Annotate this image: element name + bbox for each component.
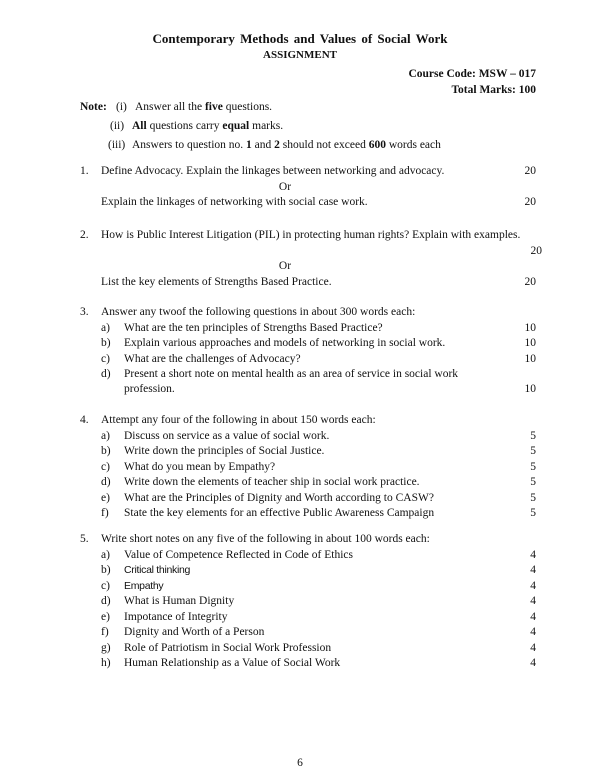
instructions-note: [80, 98, 540, 155]
question-number: 3.: [80, 306, 89, 318]
document-title: Contemporary Methods and Values of Social Work: [152, 31, 448, 46]
question-4: [80, 413, 536, 522]
sub-question-text: What are the challenges of Advocacy?: [124, 352, 301, 365]
question-row: [80, 532, 536, 548]
sub-question-text: Explain various approaches and models of networking in social work.: [124, 337, 446, 349]
sub-question-text: What are the ten principles of Strengths Based Practice?: [124, 321, 383, 334]
sub-question: [80, 641, 536, 657]
question-marks: 20: [524, 165, 536, 177]
sub-question-marks: 4: [530, 595, 536, 607]
sub-question: [80, 460, 536, 476]
sub-question-text: Present a short note on mental health as an area of service in social work profession.: [124, 368, 459, 395]
question-3: [80, 305, 536, 397]
question-row: [80, 413, 536, 429]
question-2: [80, 228, 542, 290]
sub-question-marks: 10: [524, 383, 536, 395]
note-text: All questions carry equal marks.: [132, 120, 284, 132]
sub-question-marks: 5: [530, 491, 536, 504]
question-5: [80, 532, 536, 672]
sub-question: [80, 594, 536, 610]
sub-question-marks: 4: [530, 610, 536, 623]
sub-question: [80, 321, 536, 337]
question-marks: 20: [524, 275, 536, 288]
sub-question-text: Value of Competence Reflected in Code of Ethics: [124, 548, 353, 561]
question-marks: 20: [530, 244, 542, 257]
question-1: [80, 164, 536, 211]
sub-question: [80, 429, 536, 445]
note-row: [80, 136, 540, 155]
question-text: How is Public Interest Litigation (PIL) in protecting human rights? Explain with examples.: [101, 229, 521, 241]
page-number: 6: [297, 757, 303, 769]
sub-question: [80, 444, 536, 460]
sub-question-marks: 5: [530, 476, 536, 488]
sub-question: [80, 656, 536, 672]
sub-question: [80, 491, 536, 507]
sub-question-marks: 4: [530, 548, 536, 561]
sub-question-label: c): [101, 460, 110, 473]
sub-question: [80, 367, 536, 397]
sub-question-label: d): [101, 368, 111, 380]
note-text: Answers to question no. 1 and 2 should not exceed 600 words each: [132, 139, 441, 151]
sub-question-marks: 10: [524, 352, 536, 365]
sub-question-text: Impotance of Integrity: [124, 610, 228, 623]
sub-question-text: What is Human Dignity: [124, 595, 235, 607]
sub-question-text: Discuss on service as a value of social work.: [124, 429, 330, 442]
sub-question-text: Role of Patriotism in Social Work Profession: [124, 641, 332, 654]
question-row: [80, 244, 542, 260]
note-row: [80, 98, 540, 117]
sub-question-marks: 4: [530, 626, 536, 638]
question-text: Write short notes on any five of the following in about 100 words each:: [101, 533, 430, 545]
question-text: Answer any twoof the following questions in about 300 words each:: [101, 306, 416, 318]
sub-question-label: f): [101, 507, 109, 519]
or-row: [80, 259, 536, 275]
sub-question-marks: 10: [524, 337, 536, 349]
sub-question-text: Dignity and Worth of a Person: [124, 626, 265, 638]
sub-question-label: b): [101, 445, 111, 457]
sub-question-label: e): [101, 610, 110, 623]
note-number: (iii): [108, 139, 126, 151]
sub-question-label: a): [101, 321, 110, 334]
note-text: Answer all the five questions.: [135, 101, 273, 113]
sub-question-label: d): [101, 595, 111, 607]
question-row: [80, 275, 536, 291]
sub-question: [80, 610, 536, 626]
sub-question-text: State the key elements for an effective Public Awareness Campaign: [124, 507, 435, 519]
sub-question-text: Empathy: [124, 579, 164, 592]
question-text: Explain the linkages of networking with social case work.: [101, 196, 368, 208]
sub-question-label: h): [101, 657, 111, 669]
question-text: List the key elements of Strengths Based Practice.: [101, 275, 332, 288]
sub-question-label: g): [101, 641, 111, 654]
sub-question-text: Critical thinking: [124, 564, 191, 576]
total-marks: Total Marks: 100: [451, 84, 536, 96]
note-row: [80, 117, 540, 136]
note-number: (ii): [110, 120, 125, 132]
sub-question: [80, 506, 536, 522]
sub-question-text: What are the Principles of Dignity and Worth according to CASW?: [124, 491, 434, 504]
sub-question-marks: 5: [530, 429, 536, 442]
sub-question-marks: 4: [530, 657, 536, 669]
sub-question-label: f): [101, 626, 109, 638]
sub-question-label: c): [101, 579, 110, 592]
question-number: 2.: [80, 229, 89, 241]
question-row: [80, 195, 536, 211]
note-label: Note:: [80, 101, 107, 113]
or-separator: Or: [278, 260, 292, 272]
note-number: (i): [116, 101, 127, 113]
sub-question-marks: 4: [530, 641, 536, 654]
sub-question-label: b): [101, 564, 111, 576]
document-subtitle: ASSIGNMENT: [263, 49, 337, 61]
question-number: 4.: [80, 414, 89, 426]
sub-question-marks: 4: [530, 579, 536, 592]
or-row: [80, 180, 536, 196]
sub-question-text: Write down the elements of teacher ship in social work practice.: [124, 476, 420, 488]
question-number: 5.: [80, 533, 89, 545]
question-row: [80, 305, 536, 321]
sub-question-label: a): [101, 429, 110, 442]
sub-question: [80, 336, 536, 352]
sub-question: [80, 548, 536, 564]
sub-question-label: d): [101, 476, 111, 488]
sub-question: [80, 563, 536, 579]
sub-question-text: What do you mean by Empathy?: [124, 460, 276, 473]
sub-question-marks: 5: [530, 507, 536, 519]
question-row: [80, 228, 536, 244]
question-marks: 20: [524, 196, 536, 208]
question-row: [80, 164, 536, 180]
sub-question-label: e): [101, 491, 110, 504]
sub-question: [80, 579, 536, 595]
question-text: Define Advocacy. Explain the linkages between networking and advocacy.: [101, 165, 445, 177]
sub-question-marks: 4: [530, 564, 536, 576]
sub-question-label: a): [101, 548, 110, 561]
question-number: 1.: [80, 165, 89, 177]
course-code: Course Code: MSW – 017: [408, 68, 536, 80]
sub-question-text: Write down the principles of Social Justice.: [124, 445, 325, 457]
sub-question: [80, 625, 536, 641]
question-text: Attempt any four of the following in about 150 words each:: [101, 414, 376, 426]
sub-question-marks: 5: [530, 445, 536, 457]
sub-question: [80, 352, 536, 368]
or-separator: Or: [278, 180, 292, 193]
sub-question-text: Human Relationship as a Value of Social Work: [124, 657, 341, 669]
sub-question-label: b): [101, 337, 111, 349]
sub-question-label: c): [101, 352, 110, 365]
sub-question-marks: 5: [530, 460, 536, 473]
sub-question: [80, 475, 536, 491]
sub-question-marks: 10: [524, 321, 536, 334]
